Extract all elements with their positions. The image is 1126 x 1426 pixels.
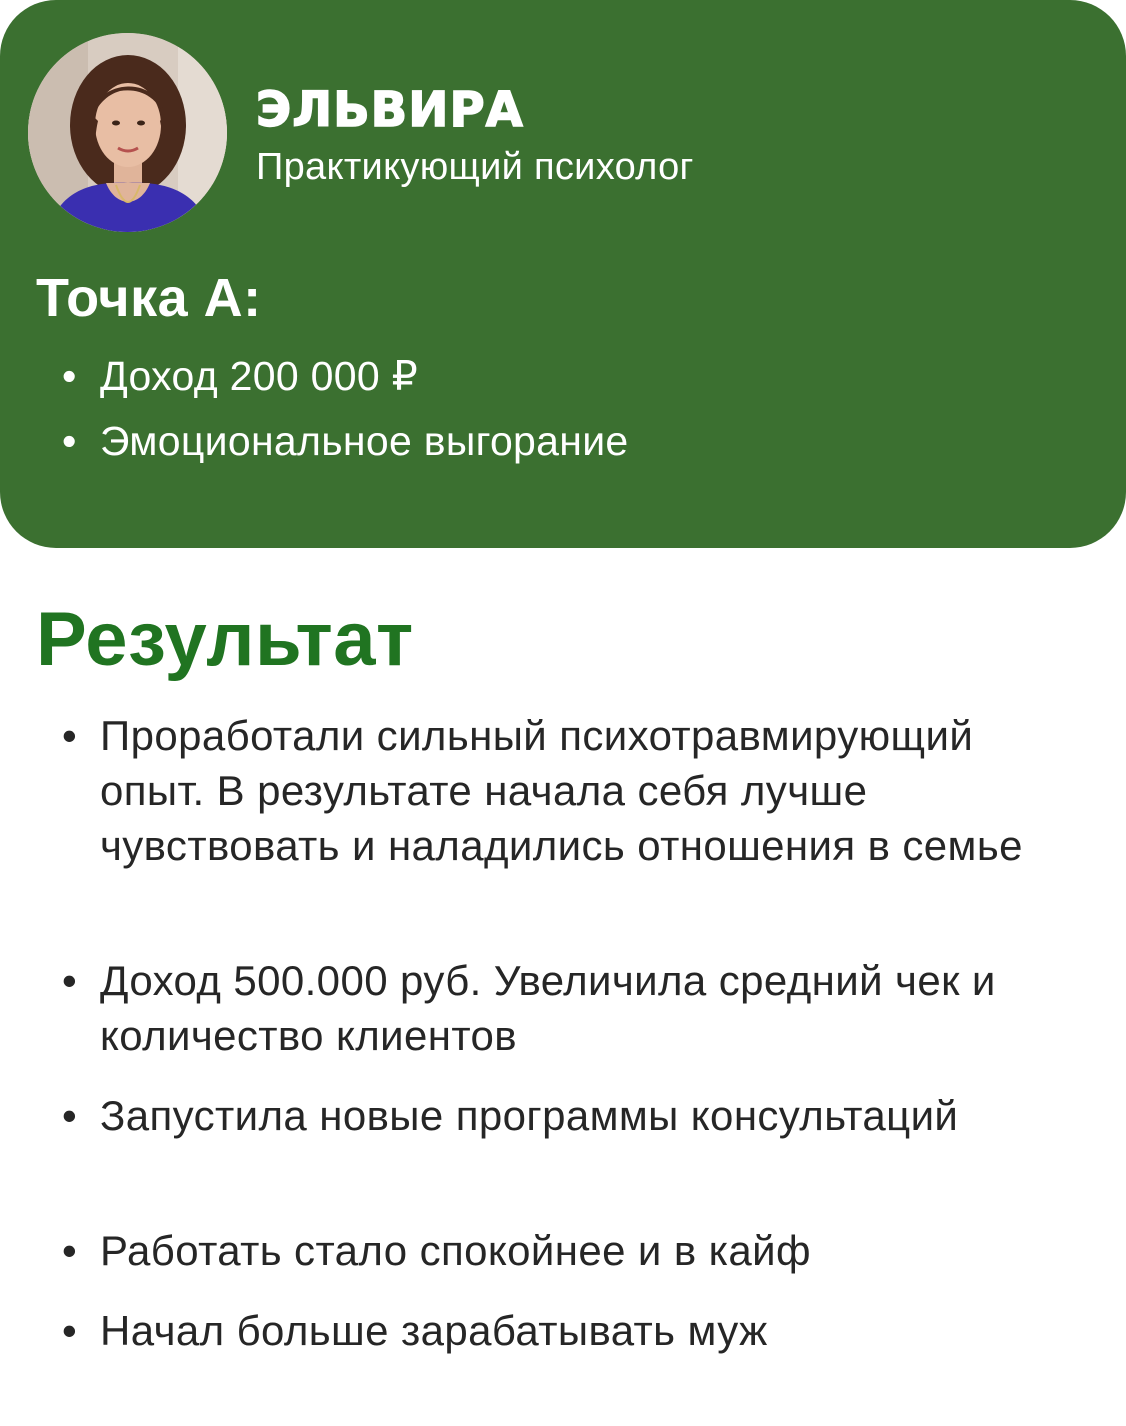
result-item: [0, 708, 1126, 953]
bullet-icon: •: [62, 418, 77, 464]
profile-role: Практикующий психолог: [256, 146, 694, 188]
bullet-icon: •: [62, 957, 78, 1004]
bullet-icon: •: [62, 1307, 78, 1354]
result-item-text: Проработали сильный психотравмирующий опыт. В результате начала себя лучше чувствовать и наладились отношения в семье: [100, 712, 1023, 869]
point-a-item: [0, 415, 629, 467]
point-a-item-text: Эмоциональное выгорание: [100, 418, 629, 464]
bullet-icon: •: [62, 1092, 78, 1139]
result-item-text: Начал больше зарабатывать муж: [100, 1307, 768, 1354]
bullet-icon: •: [62, 1227, 78, 1274]
result-item: [0, 1223, 1126, 1303]
result-item: [0, 1303, 1126, 1363]
bullet-icon: •: [62, 353, 77, 399]
profile-card: [0, 0, 1126, 548]
profile-name: ЭЛЬВИРА: [256, 82, 524, 138]
point-a-item-text: Доход 200 000 ₽: [100, 353, 419, 399]
result-title: Результат: [36, 597, 414, 682]
avatar: [28, 33, 227, 232]
point-a-title: Точка А:: [36, 268, 262, 328]
result-item-text: Работать стало спокойнее и в кайф: [100, 1227, 811, 1274]
result-item: [0, 1088, 1126, 1223]
result-item-text: Доход 500.000 руб. Увеличила средний чек и количество клиентов: [100, 957, 996, 1059]
point-a-list: [0, 350, 629, 480]
portrait-photo-icon: [28, 33, 227, 232]
point-a-item: [0, 350, 629, 402]
bullet-icon: •: [62, 712, 78, 759]
result-item-text: Запустила новые программы консультаций: [100, 1092, 959, 1139]
result-list: [0, 708, 1126, 1363]
result-item: [0, 953, 1126, 1088]
